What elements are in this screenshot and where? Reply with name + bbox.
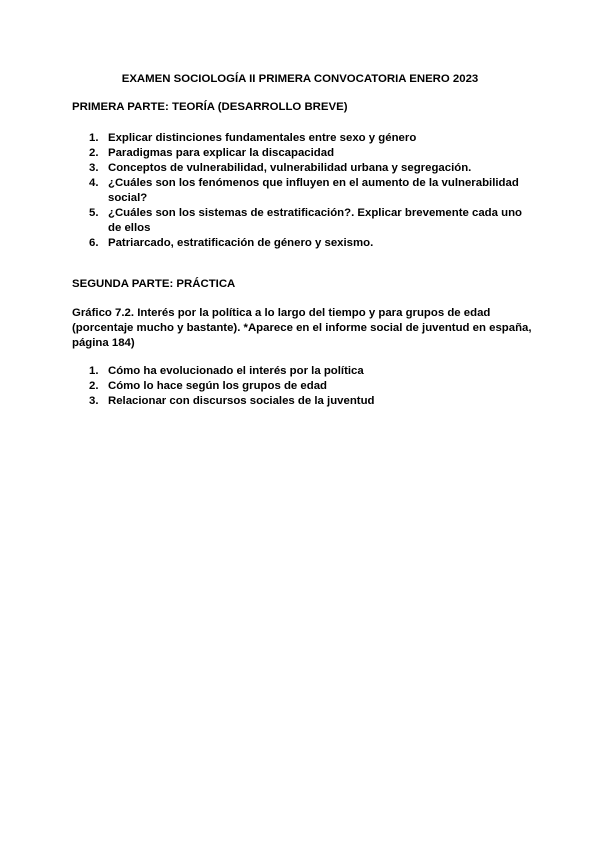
list-item: [72, 131, 522, 146]
part2-heading: SEGUNDA PARTE: PRÁCTICA: [72, 278, 236, 290]
part1-heading: PRIMERA PARTE: TEORÍA (DESARROLLO BREVE): [72, 101, 348, 113]
item-number: 2.: [89, 147, 99, 159]
item-text: Patriarcado, estratificación de género y sexismo.: [108, 237, 374, 249]
item-number: 6.: [89, 237, 99, 249]
item-number: 2.: [89, 380, 99, 392]
item-text: Cómo ha evolucionado el interés por la política: [108, 365, 364, 377]
item-text: Explicar distinciones fundamentales entre sexo y género: [108, 132, 417, 144]
item-text: Conceptos de vulnerabilidad, vulnerabilidad urbana y segregación.: [108, 162, 472, 174]
item-number: 5.: [89, 207, 99, 219]
list-item: [72, 379, 522, 394]
list-item: [72, 206, 522, 236]
list-item: [72, 364, 522, 379]
list-item: [72, 146, 522, 161]
item-text: Relacionar con discursos sociales de la juventud: [108, 395, 375, 407]
practice-question-list: [72, 364, 522, 409]
list-item: [72, 176, 522, 206]
item-number: 1.: [89, 365, 99, 377]
list-item: [72, 236, 522, 251]
theory-question-list: [72, 131, 522, 251]
item-text: ¿Cuáles son los sistemas de estratificación?. Explicar brevemente cada uno de ellos: [108, 207, 523, 234]
item-text: Paradigmas para explicar la discapacidad: [108, 147, 335, 159]
item-text: ¿Cuáles son los fenómenos que influyen en el aumento de la vulnerabilidad social?: [108, 177, 519, 204]
list-item: [72, 394, 522, 409]
item-number: 3.: [89, 395, 99, 407]
item-number: 1.: [89, 132, 99, 144]
item-number: 4.: [89, 177, 99, 189]
item-number: 3.: [89, 162, 99, 174]
exam-title: EXAMEN SOCIOLOGÍA II PRIMERA CONVOCATORIA ENERO 2023: [121, 73, 479, 85]
practice-intro: Gráfico 7.2. Interés por la política a lo largo del tiempo y para grupos de edad (porcentaje mucho y bastante). *Aparece en el informe social de juventud en españa, página 184): [72, 307, 532, 349]
list-item: [72, 161, 522, 176]
item-text: Cómo lo hace según los grupos de edad: [108, 380, 327, 392]
